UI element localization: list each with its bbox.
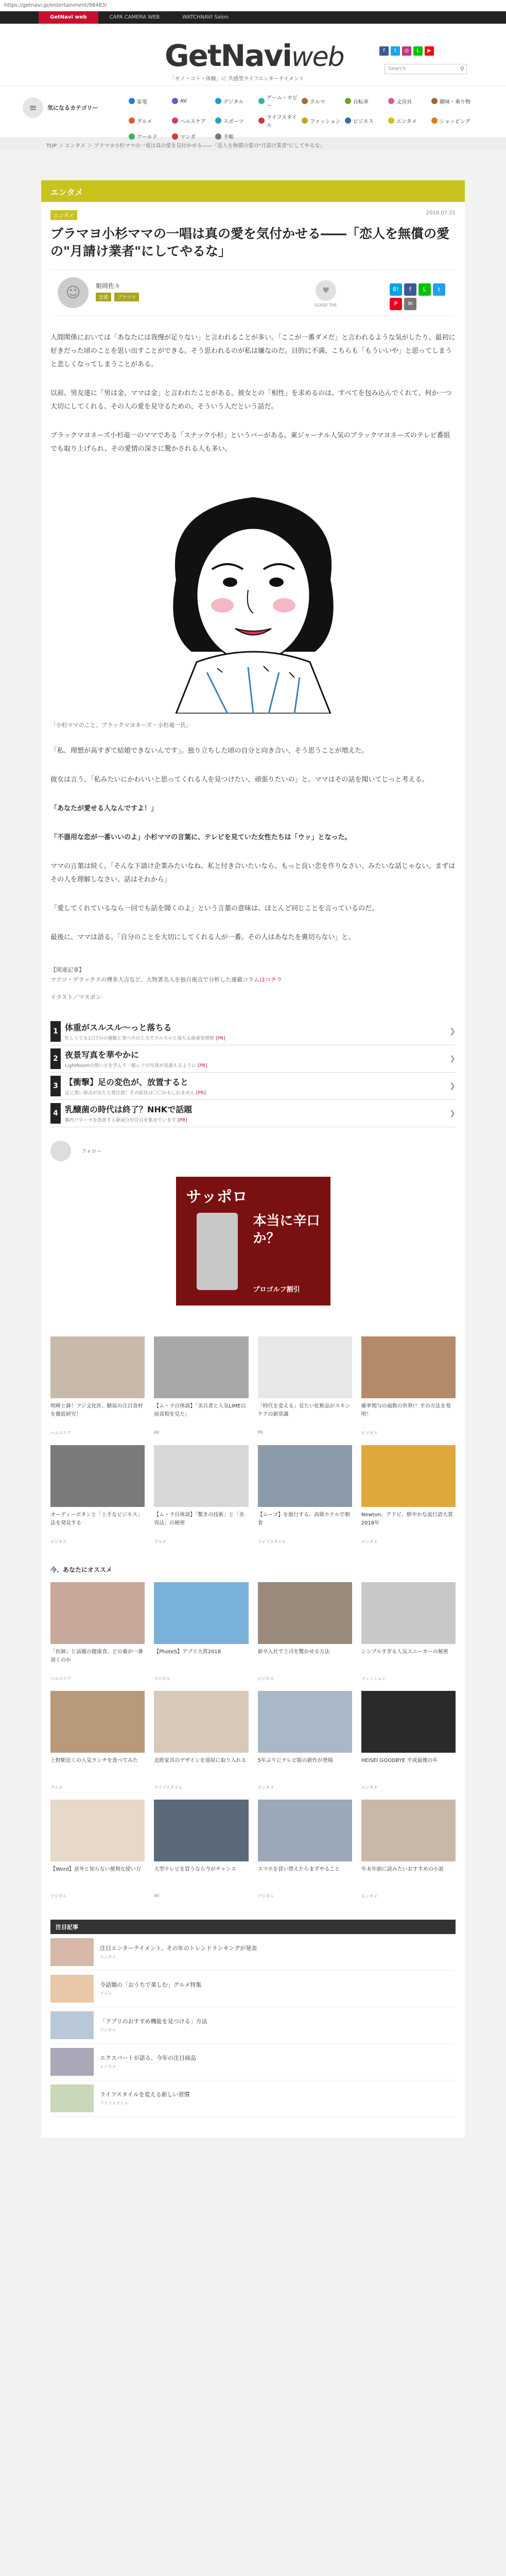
category-item[interactable] xyxy=(345,93,385,109)
card-image xyxy=(50,1336,145,1398)
pickup-item[interactable] xyxy=(50,1934,456,1971)
pickup-text: ライフスタイルを変える新しい習慣 xyxy=(100,2091,190,2098)
category-tag[interactable]: エンタメ xyxy=(50,210,77,220)
logo-main: GetNavi xyxy=(165,38,292,73)
category-label: ライフスタイル xyxy=(267,115,297,128)
line-share-icon[interactable]: L xyxy=(418,283,431,296)
article-card[interactable] xyxy=(361,1336,456,1436)
article-card[interactable] xyxy=(154,1800,248,1899)
quote: 「あなたが愛せる人なんですよ！」 xyxy=(50,804,158,812)
category-dot xyxy=(345,117,351,124)
category-label: クルマ xyxy=(310,99,325,105)
paragraph: 人間関係においては「あなたには我慢が足りない」と言われることが多い。「ここが一番ダメだ」と言われるような気がしたり、最初に好きだった頃のことを思い出すことができる。そう思われるのが私は嫌なのだ。目的に不満、こちらも「もういいや」と思ってしまうと悲しくなってしまうことがある。 xyxy=(50,333,456,368)
category-item[interactable] xyxy=(388,93,428,109)
pickup-item[interactable] xyxy=(50,2007,456,2044)
search-placeholder: Search xyxy=(388,66,406,72)
article-date: 2018.07.21 xyxy=(426,210,456,216)
category-item[interactable] xyxy=(258,93,299,109)
share-buttons xyxy=(390,283,446,310)
card-site: デジタル xyxy=(257,1893,274,1899)
author-tags xyxy=(96,293,139,301)
article-card[interactable] xyxy=(258,1445,352,1545)
related-sub-text: 腸内フローラを改善する新成分が注目を集めています xyxy=(65,1117,177,1123)
related-title: 【衝撃】足の変色が、放置すると xyxy=(65,1077,189,1087)
category-item[interactable] xyxy=(302,93,342,109)
card-image xyxy=(258,1800,352,1861)
category-dot xyxy=(215,117,221,124)
category-label: AV xyxy=(180,98,187,104)
card-site: デジタル xyxy=(50,1893,67,1899)
category-dot xyxy=(215,98,221,104)
related-sub xyxy=(65,1089,206,1096)
card-text: Newton、アドビ、鮮やかな流行語大賞2018年 xyxy=(361,1512,453,1526)
related-title: 体重がスルスル〜っと落ちる xyxy=(65,1022,172,1032)
category-dot xyxy=(302,98,308,104)
category-dot xyxy=(431,98,438,104)
chevron-right-icon: ❯ xyxy=(449,1109,456,1117)
pickup-thumb xyxy=(50,1938,94,1966)
category-label: グルメ xyxy=(137,118,152,125)
article xyxy=(41,202,465,1316)
category-label: ビジネス xyxy=(353,118,374,125)
category-dot xyxy=(345,98,351,104)
source-text xyxy=(50,975,456,985)
card-site: ヘルスケア xyxy=(50,1676,71,1681)
card-text: 【PhoteS】アプリ大賞2018 xyxy=(154,1649,221,1655)
related-text xyxy=(65,1048,207,1069)
card-text: 【ム・ラ自体談】「驚きの技術」と「美容法」の秘密 xyxy=(154,1512,245,1526)
paragraph: 以前、男友達に「男は金、ママは金」と言われたことがある。彼女との「相性」を求めるのは、すべてを包み込んでくれて、何か一つ大切にしてくれる、その人の愛を見守るための、そういう人だという話だ。 xyxy=(50,389,452,411)
category-item[interactable] xyxy=(129,93,169,109)
card-image xyxy=(154,1445,248,1507)
article-card[interactable] xyxy=(258,1691,352,1790)
category-dot xyxy=(388,117,394,124)
pickup-title: 注目記事 xyxy=(50,1920,456,1934)
category-item[interactable] xyxy=(431,113,472,128)
source-label: 【関連記事】 xyxy=(50,966,84,973)
card-image xyxy=(258,1582,352,1644)
article-card[interactable] xyxy=(154,1336,248,1436)
related-title: 乳醸菌の時代は終了？NHKで話題 xyxy=(65,1104,193,1114)
pickup-thumb xyxy=(50,2084,94,2112)
card-text: 上野駅近くの人気ランチを食べてみた xyxy=(50,1757,138,1764)
advertisement[interactable] xyxy=(176,1177,330,1306)
card-image xyxy=(361,1800,456,1861)
pickup-thumb xyxy=(50,2011,94,2039)
related-sub-text: 忙しくても1日7分の運動と食べ方の工夫でスルスルと落ちる体重管理術 xyxy=(65,1036,215,1041)
facebook-share-icon[interactable]: f xyxy=(404,283,416,296)
category-dot xyxy=(431,117,438,124)
related-source xyxy=(50,965,456,1003)
avatar[interactable]: ☺ xyxy=(58,277,89,308)
related-text xyxy=(65,1021,225,1041)
category-dot xyxy=(172,133,178,140)
card-text: 北欧家具のデザインを部屋に取り入れる xyxy=(154,1757,247,1764)
card-text: 【ム・ラ自体談】「美兵者と人気LIME以前真相を見た」 xyxy=(154,1403,246,1417)
card-image xyxy=(258,1691,352,1753)
like-caption: GOOD THE xyxy=(315,302,337,308)
recommend-title: 今、あなたにオススメ xyxy=(50,1566,112,1573)
category-item[interactable] xyxy=(431,93,472,109)
category-dot xyxy=(129,98,135,104)
article-card[interactable] xyxy=(50,1445,145,1545)
pickup-section xyxy=(41,1920,465,2138)
pickup-site: エンタメ xyxy=(100,1955,116,1960)
card-site: エンタメ xyxy=(361,1539,378,1544)
pickup-item[interactable] xyxy=(50,1971,456,2007)
article-card[interactable] xyxy=(361,1691,456,1790)
category-item[interactable] xyxy=(345,113,385,128)
section-title: エンタメ xyxy=(41,180,465,202)
pickup-site: ライフスタイル xyxy=(100,2101,129,2106)
article-card[interactable] xyxy=(154,1445,248,1545)
category-label: ショッピング xyxy=(440,118,470,125)
pr-badge: [PR] xyxy=(196,1090,206,1096)
article-body xyxy=(50,331,456,456)
article-card[interactable] xyxy=(154,1582,248,1682)
category-dot xyxy=(172,98,178,104)
category-item[interactable] xyxy=(258,113,299,128)
card-text: 【Word】意外と知らない便利な使い方 xyxy=(50,1866,141,1872)
category-dot xyxy=(215,133,221,140)
card-text: スマホを買い替えたらまずやること xyxy=(257,1866,340,1872)
category-item[interactable] xyxy=(172,132,212,140)
paragraph: 「愛してくれているなら一回でも話を聞くのよ」という言葉の意味は、ほとんど同じことを言っているのだ。 xyxy=(50,904,379,912)
twitter-icon[interactable]: t xyxy=(391,46,400,56)
card-text: シンプルすぎる人気スニーカーの秘密 xyxy=(361,1649,448,1655)
paragraph: 最後に、ママは語る。「自分のことを大切にしてくれる人が一番。その人はあなたを裏切らない」と。 xyxy=(50,933,355,941)
category-menu-button[interactable] xyxy=(23,97,98,118)
tagline: 「モノ・コト・体験」に 共感型ライフエンターテイメント xyxy=(170,76,304,82)
related-text xyxy=(65,1103,192,1123)
url-bar[interactable]: https://getnavi.jp/entertainment/98483/ xyxy=(0,0,506,11)
related-number: 3 xyxy=(50,1076,61,1096)
card-site: エンタメ xyxy=(257,1785,274,1790)
search-input[interactable] xyxy=(385,64,467,74)
author-row xyxy=(50,269,456,316)
category-item[interactable] xyxy=(129,113,169,128)
related-sub xyxy=(65,1116,192,1123)
instagram-icon[interactable]: ◎ xyxy=(402,46,411,56)
paragraph: 彼女は言う。「私みたいにかわいいと思ってくれる人を見つけたい、頑張りたいの」と。ママはその話を聞いてじっと考える。 xyxy=(50,775,429,784)
ad-copy: 本当に辛口か？ xyxy=(253,1213,320,1246)
card-image xyxy=(154,1582,248,1644)
image-caption: 「小杉ママのこと、ブラックマヨネーズ・小杉竜一氏」 xyxy=(50,721,192,728)
article-title: ブラマヨ小杉ママの一唱は真の愛を気付かせる――「恋人を無償の愛の"月請け業者"にしてやるな」 xyxy=(50,226,450,259)
card-site: エンタメ xyxy=(361,1893,378,1899)
card-text: 「時代を変える」見たい化粧品がスキンケアの新常識 xyxy=(257,1403,351,1417)
category-label: ヘルスケア xyxy=(180,118,206,125)
card-image xyxy=(154,1336,248,1398)
article-card[interactable] xyxy=(258,1582,352,1682)
card-text: 明峰と鉢！フジ文化医、糖尿の注目食材を徹底研究！ xyxy=(50,1403,143,1417)
article-card[interactable] xyxy=(258,1336,352,1436)
mail-icon[interactable]: ✉ xyxy=(404,298,416,310)
card-site: ビジネス xyxy=(257,1676,274,1681)
article-card[interactable] xyxy=(50,1336,145,1436)
site-header xyxy=(0,24,506,86)
follow-avatar[interactable] xyxy=(50,1141,71,1161)
card-site: PR xyxy=(257,1430,263,1435)
pickup-text-wrap xyxy=(100,1980,201,1996)
paragraph: 「私、理想が高すぎて結婚できないんです」。独り立ちした頃の自分と向き合い、そう思うことが増えた。 xyxy=(50,747,369,755)
pickup-text: 注目エンターテイメント、その年のトレンドランキングが発表 xyxy=(100,1945,257,1952)
related-item[interactable] xyxy=(50,1100,456,1127)
related-number: 1 xyxy=(50,1021,61,1042)
category-menu-label: 気になるカテゴリー xyxy=(47,105,98,111)
article-card[interactable] xyxy=(361,1800,456,1899)
paragraph: ママの言葉は続く。「そんな下請け企業みたいなね、私と付き合いたいなら、もっと良い恋を作りなさい、みたいな話じゃない。まずはその人を理解しなさい、話はそれから」 xyxy=(50,862,456,884)
card-text: 【ムーゴ】を旅行する、高級ホテルで朝食 xyxy=(257,1512,350,1526)
category-dot xyxy=(388,98,394,104)
article-card[interactable] xyxy=(50,1691,145,1790)
article-card[interactable] xyxy=(258,1800,352,1899)
category-dot xyxy=(129,117,135,124)
category-dot xyxy=(129,133,135,140)
like-button[interactable] xyxy=(308,280,344,308)
header-social xyxy=(379,46,434,56)
card-site: ライフスタイル xyxy=(257,1539,286,1544)
author-tag[interactable]: ブラマヨ xyxy=(114,293,139,301)
illustrator-credit: イラスト／マスボン xyxy=(50,994,101,1001)
follow-row xyxy=(50,1141,456,1161)
pickup-text: エクスパートが語る、今年の注目商品 xyxy=(100,2055,196,2062)
logo-suffix: web xyxy=(291,42,344,73)
category-item[interactable] xyxy=(215,132,255,140)
card-site: AV xyxy=(154,1893,160,1898)
ad-product-image xyxy=(197,1213,238,1290)
card-text: 新卒入社で上司を驚かせる方法 xyxy=(257,1649,330,1655)
thumbs-up-icon: ♥ xyxy=(316,280,336,301)
article-meta xyxy=(50,210,456,220)
source-text-body: マツコ・デラックスの博多大吉など、大物著名人を独自視点で分析した連載コラム xyxy=(50,976,260,984)
source-link[interactable]: はコチラ xyxy=(259,976,283,984)
related-item[interactable] xyxy=(50,1018,456,1045)
top-nav-getnavi[interactable]: GetNavi web xyxy=(39,11,98,24)
card-text: 「医師」と話題の健康食、どの薬が一番効くのか xyxy=(50,1649,143,1663)
article-card[interactable] xyxy=(154,1691,248,1790)
card-image xyxy=(361,1691,456,1753)
top-nav-capa[interactable]: CAPA CAMERA WEB xyxy=(109,14,160,20)
line-icon[interactable]: L xyxy=(413,46,423,56)
category-item[interactable] xyxy=(215,93,255,109)
pocket-icon[interactable]: P xyxy=(390,298,402,310)
card-image xyxy=(50,1691,145,1753)
related-item[interactable] xyxy=(50,1045,456,1073)
card-site: ビジネス xyxy=(50,1539,67,1544)
pr-badge: [PR] xyxy=(197,1063,207,1069)
card-site: デジタル xyxy=(154,1676,170,1681)
main-content xyxy=(41,180,465,2138)
ad-promo: プロゴルフ割引 xyxy=(253,1285,300,1294)
category-label: ゲーム・ホビー xyxy=(267,95,298,109)
ad-brand: サッポロ xyxy=(186,1188,248,1206)
card-image xyxy=(258,1445,352,1507)
category-label: マンガ xyxy=(180,134,196,140)
card-text: 年末年始に読みたいおすすめの小説 xyxy=(361,1866,444,1872)
category-item[interactable] xyxy=(388,113,428,128)
category-dot xyxy=(302,117,308,124)
card-image xyxy=(258,1336,352,1398)
category-label: ファッション xyxy=(310,118,341,125)
pickup-text-wrap xyxy=(100,2090,190,2106)
category-item[interactable] xyxy=(129,132,169,140)
breadcrumb[interactable]: TOP ＞ エンタメ ＞ ブラマヨ小杉ママの一電は真の愛を気付かせる――「恋人を無償の愛の"月請け業者"にしてやるな」 xyxy=(0,137,506,150)
article-card[interactable] xyxy=(50,1800,145,1899)
chevron-right-icon: ❯ xyxy=(449,1027,456,1036)
category-dot xyxy=(258,117,265,124)
article-body-2 xyxy=(50,744,456,944)
category-label: ワールド xyxy=(137,134,158,140)
card-site: ライフスタイル xyxy=(154,1785,183,1790)
related-sub xyxy=(65,1035,225,1041)
category-item[interactable] xyxy=(172,113,212,128)
pickup-site: ビジネス xyxy=(100,2064,116,2070)
article-card[interactable] xyxy=(50,1582,145,1682)
card-image xyxy=(361,1582,456,1644)
article-card[interactable] xyxy=(361,1582,456,1682)
search-icon[interactable]: ⚲ xyxy=(460,65,464,72)
card-image xyxy=(154,1691,248,1753)
related-text xyxy=(65,1076,206,1096)
card-grid-2 xyxy=(41,1582,465,1899)
card-text: 5年ぶりにテレビ版の新作が登場 xyxy=(257,1757,333,1764)
card-image xyxy=(361,1336,456,1398)
pickup-thumb xyxy=(50,2048,94,2076)
card-text: オーディーボタンと「上手なビジネス」法を発見する xyxy=(50,1512,143,1526)
site-logo[interactable] xyxy=(165,38,344,73)
card-image xyxy=(50,1445,145,1507)
pr-badge: [PR] xyxy=(177,1117,187,1123)
category-item[interactable] xyxy=(215,113,255,128)
card-image xyxy=(50,1800,145,1861)
card-site: ヘルスケア xyxy=(50,1430,71,1435)
card-text: 確率関与の福数の世界!！すの方法を発明！ xyxy=(361,1403,451,1417)
pr-badge: [PR] xyxy=(216,1036,225,1041)
quote: 「不器用な恋が一番いいのよ」小杉ママの言葉に、テレビを見ていた女性たちは「ウッ」となった。 xyxy=(50,833,352,841)
card-site: ビジネス xyxy=(361,1430,378,1435)
category-label: エンタメ xyxy=(396,118,417,125)
category-label: 趣味・乗り物 xyxy=(440,99,470,105)
twitter-share-icon[interactable]: t xyxy=(433,283,445,296)
card-text: HEISEI GOODBYE 平成最後の年 xyxy=(361,1757,438,1764)
article-card[interactable] xyxy=(361,1445,456,1545)
related-sub-text: 足に黒い斑点が出たら要注意！その症状は〇〇かもしれません xyxy=(65,1090,195,1096)
card-image xyxy=(154,1800,248,1861)
menu-icon: ≡ xyxy=(23,97,43,118)
card-image xyxy=(50,1582,145,1644)
author-name[interactable]: 姫岡佐々 xyxy=(96,282,121,290)
category-item[interactable] xyxy=(302,113,342,128)
category-bar xyxy=(0,86,506,140)
follow-label[interactable]: フォロー xyxy=(81,1149,102,1155)
chevron-right-icon: ❯ xyxy=(449,1081,456,1090)
related-sub xyxy=(65,1062,207,1069)
card-site: エンタメ xyxy=(361,1785,378,1790)
card-text: 大型テレビを買うなら今がチャンス xyxy=(154,1866,236,1872)
facebook-icon[interactable]: f xyxy=(379,46,389,56)
related-list xyxy=(50,1018,456,1127)
category-item[interactable] xyxy=(172,93,212,109)
pickup-item[interactable] xyxy=(50,2044,456,2080)
youtube-icon[interactable]: ▶ xyxy=(425,46,434,56)
pickup-text-wrap xyxy=(100,2017,207,2033)
card-grid-1 xyxy=(41,1336,465,1545)
top-nav xyxy=(0,11,506,24)
category-label: スポーツ xyxy=(223,118,244,125)
pickup-thumb xyxy=(50,1975,94,2003)
category-label: 自転車 xyxy=(353,99,369,105)
card-image xyxy=(361,1445,456,1507)
related-sub-text: LightRoomの使い方を学んで一眼レフの写真が見違えるように xyxy=(65,1063,197,1069)
pickup-text-wrap xyxy=(100,2054,196,2070)
category-label: 文房具 xyxy=(396,99,412,105)
hatena-icon[interactable]: B! xyxy=(390,283,402,296)
related-item[interactable] xyxy=(50,1073,456,1100)
card-site: グルメ xyxy=(154,1539,166,1544)
card-site: AV xyxy=(154,1430,160,1435)
author-tag[interactable]: 恋愛 xyxy=(96,293,111,301)
category-label: 手帳 xyxy=(223,134,234,140)
pickup-site: グルメ xyxy=(100,1991,112,1996)
pickup-text: 今話題の「おうちで楽しむ」グルメ特集 xyxy=(100,1981,202,1989)
related-number: 4 xyxy=(50,1103,61,1124)
card-site: ファッション xyxy=(361,1676,386,1681)
top-nav-watchnavi[interactable]: WATCHNAVI Salon xyxy=(182,14,229,20)
category-dot xyxy=(172,117,178,124)
category-label: 家電 xyxy=(137,99,147,105)
pickup-text: 「アプリのおすすめ機能を見つける」方法 xyxy=(100,2018,207,2025)
category-dot xyxy=(258,98,265,104)
pickup-text-wrap xyxy=(100,1944,257,1960)
category-label: デジタル xyxy=(223,99,244,105)
illustration-image xyxy=(145,477,361,714)
pickup-site: デジタル xyxy=(100,2028,116,2033)
pickup-item[interactable] xyxy=(50,2080,456,2117)
card-site: グルメ xyxy=(50,1785,63,1790)
chevron-right-icon: ❯ xyxy=(449,1054,456,1063)
paragraph: ブラックマヨネーズ小杉竜一のママである「スナック小杉」というバーがある。東ジャーナル人気のブラックマヨネーズのテレビ番組でも取り上げられ、その愛情の深さに驚かされる人も多い。 xyxy=(50,431,450,453)
related-number: 2 xyxy=(50,1048,61,1069)
category-list xyxy=(129,93,484,140)
related-title: 夜景写真を華やかに xyxy=(65,1049,139,1060)
